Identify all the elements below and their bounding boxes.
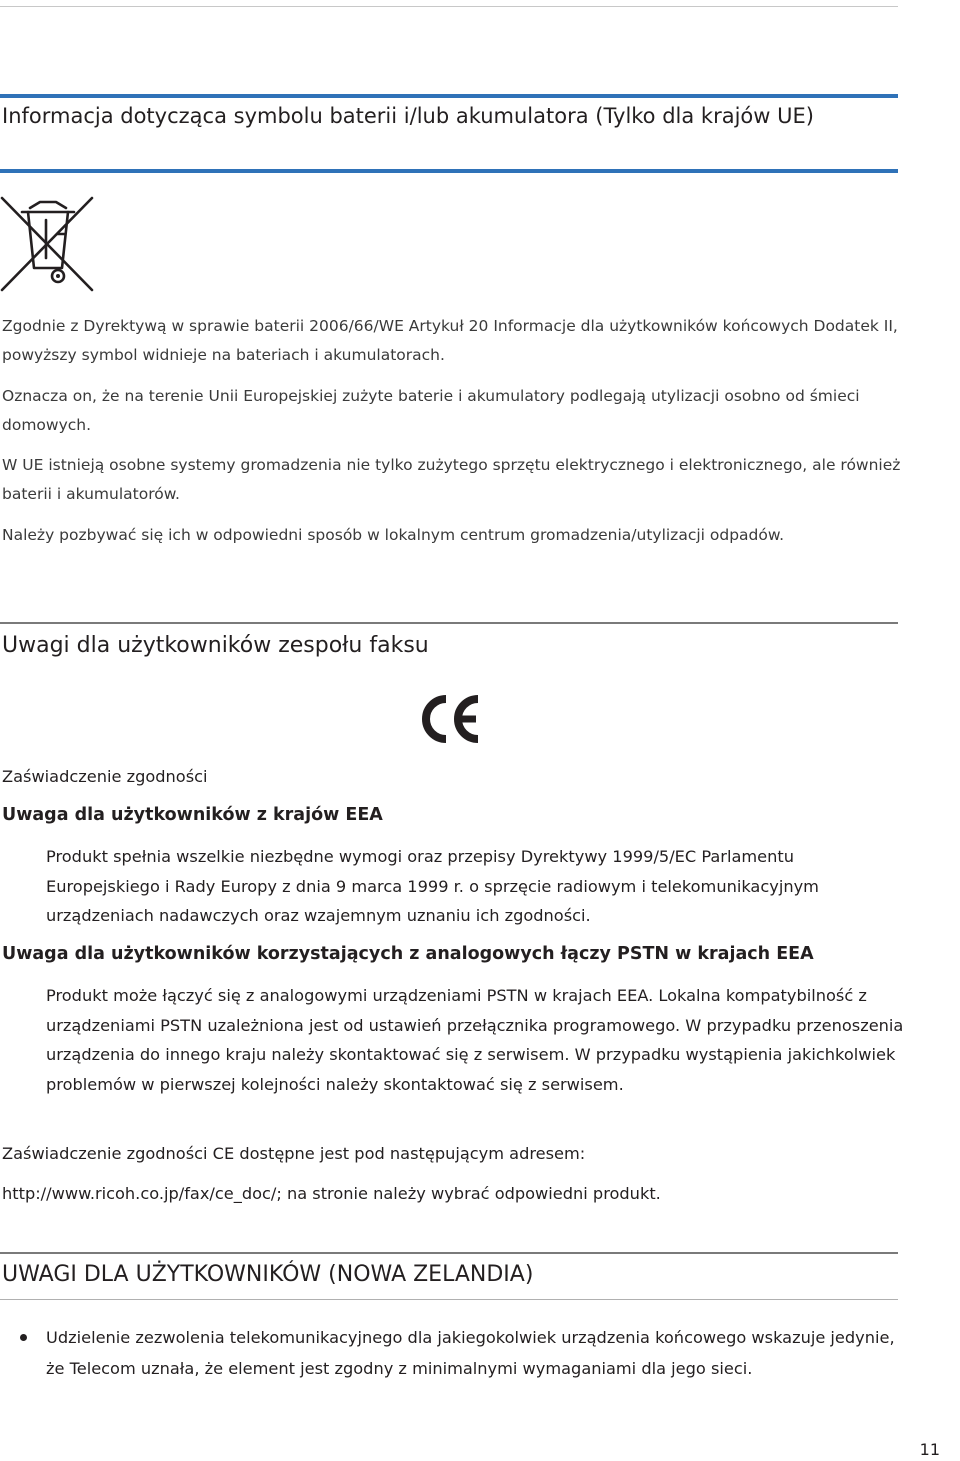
battery-paragraph-1: Zgodnie z Dyrektywą w sprawie baterii 2006/66/WE Artykuł 20 Informacje dla użytkowników końcowych Dodatek II, powyższy symbol widnieje na bateriach i akumulatorach. (2, 317, 898, 364)
battery-section-title: Informacja dotycząca symbolu baterii i/lub akumulatora (Tylko dla krajów UE) (2, 104, 814, 128)
crossed-out-wheeled-bin-icon (0, 196, 94, 292)
eea-text: Produkt spełnia wszelkie niezbędne wymogi oraz przepisy Dyrektywy 1999/5/EC Parlamentu Europejskiego i Rady Europy z dnia 9 marca 1999 r. o sprzęcie radiowym i telekomunikacyjnym urządzeniach nadawczych oraz wzajemnym uznaniu ich zgodności. (46, 847, 819, 925)
nz-bullet-list (0, 1322, 910, 1384)
section-rule-fax (0, 622, 898, 624)
section-rule-nz-bottom (0, 1299, 898, 1300)
nz-section-title: UWAGI DLA UŻYTKOWNIKÓW (NOWA ZELANDIA) (2, 1262, 534, 1287)
declaration-label: Zaświadczenie zgodności (2, 767, 208, 786)
bullet-icon (20, 1334, 27, 1341)
battery-paragraph-4: Należy pozbywać się ich w odpowiedni sposób w lokalnym centrum gromadzenia/utylizacji odpadów. (2, 526, 785, 544)
section-rule-nz (0, 1252, 898, 1254)
ce-declaration-url: http://www.ricoh.co.jp/fax/ce_doc/; na stronie należy wybrać odpowiedni produkt. (2, 1184, 661, 1203)
battery-paragraph-2: Oznacza on, że na terenie Unii Europejskiej zużyte baterie i akumulatory podlegają utylizacji osobno od śmieci domowych. (2, 387, 860, 434)
fax-section-title: Uwagi dla użytkowników zespołu faksu (2, 633, 429, 658)
section-rule-battery-bottom (0, 169, 898, 173)
page-top-rule (0, 6, 898, 7)
section-rule-battery (0, 94, 898, 98)
eea-heading: Uwaga dla użytkowników z krajów EEA (2, 805, 383, 825)
bullet-text: Udzielenie zezwolenia telekomunikacyjnego dla jakiegokolwiek urządzenia końcowego wskazuje jedynie, że Telecom uznała, że element jest zgodny z minimalnymi wymaganiami dla jego sieci. (46, 1328, 895, 1378)
battery-paragraph-3: W UE istnieją osobne systemy gromadzenia nie tylko zużytego sprzętu elektrycznego i elektronicznego, ale również baterii i akumulatorów. (2, 456, 901, 503)
page-number: 11 (919, 1440, 940, 1459)
ce-mark-icon (418, 694, 482, 744)
pstn-text: Produkt może łączyć się z analogowymi urządzeniami PSTN w krajach EEA. Lokalna kompatybilność z urządzeniami PSTN uzależniona jest od ustawień przełącznika programowego. W przypadku przenoszenia urządzenia do innego kraju należy skontaktować się z serwisem. W przypadku wystąpienia jakichkolwiek problemów w pierwszej kolejności należy skontaktować się z serwisem. (46, 986, 904, 1094)
ce-declaration-text: Zaświadczenie zgodności CE dostępne jest pod następującym adresem: (2, 1144, 586, 1163)
list-item (0, 1322, 910, 1384)
pstn-heading: Uwaga dla użytkowników korzystających z analogowych łączy PSTN w krajach EEA (2, 944, 814, 964)
